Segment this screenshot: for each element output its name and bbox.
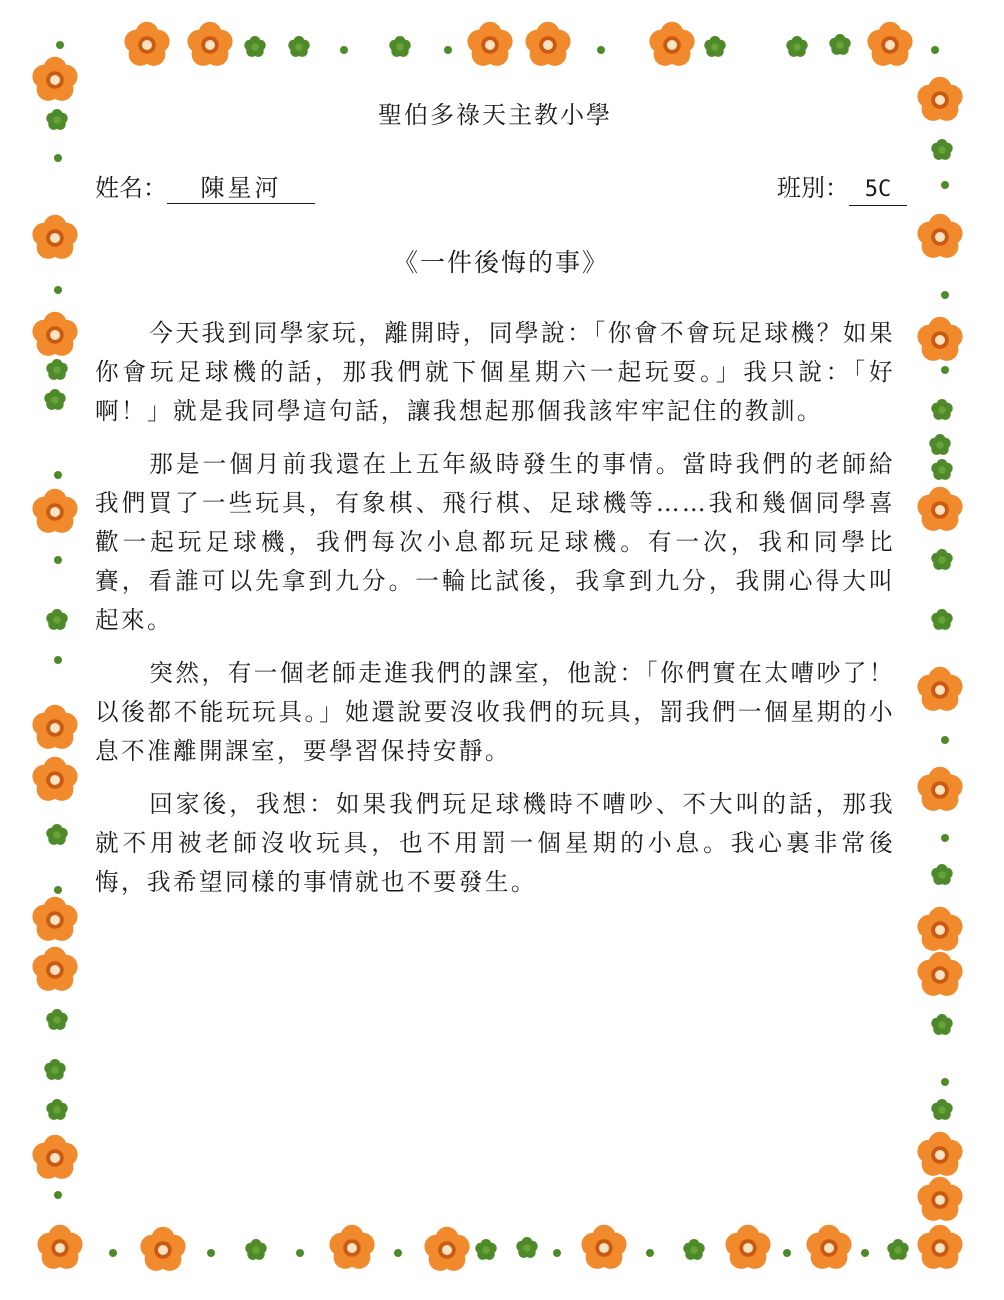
green-dot-icon	[941, 366, 949, 374]
class-group	[777, 168, 907, 206]
orange-flower-icon	[917, 907, 962, 951]
green-flower-icon	[931, 609, 952, 630]
green-flower-icon	[44, 1059, 65, 1080]
orange-flower-icon	[187, 22, 232, 66]
green-dot-icon	[54, 656, 62, 664]
green-dot-icon	[54, 154, 62, 162]
green-dot-icon	[941, 736, 949, 744]
green-flower-icon	[929, 434, 950, 455]
green-flower-icon	[931, 459, 952, 480]
green-dot-icon	[597, 46, 605, 54]
orange-flower-icon	[32, 947, 77, 991]
orange-flower-icon	[917, 1225, 962, 1269]
orange-flower-icon	[917, 1132, 962, 1176]
orange-flower-icon	[917, 214, 962, 258]
green-dot-icon	[941, 181, 949, 189]
orange-flower-icon	[32, 312, 77, 356]
green-flower-icon	[786, 36, 807, 57]
orange-flower-icon	[32, 705, 77, 749]
essay-paragraph-3: 突然，有一個老師走進我們的課室，他說：「你們實在太嘈吵了！以後都不能玩玩具。」她還說要沒收我們的玩具，罰我們一個星期的小息不准離開課室，要學習保持安靜。	[95, 659, 895, 765]
green-dot-icon	[54, 556, 62, 564]
orange-flower-icon	[32, 757, 77, 801]
name-field: 陳星河	[167, 173, 315, 204]
green-dot-icon	[941, 1078, 949, 1086]
essay-paragraph-2: 那是一個月前我還在上五年級時發生的事情。當時我們的老師給我們買了一些玩具，有象棋、飛行棋、足球機等……我和幾個同學喜歡一起玩足球機，我們每次小息都玩足球機。有一次，我和同學比賽，看誰可以先拿到九分。一輪比試後，我拿到九分，我開心得大叫起來。	[95, 450, 895, 634]
green-flower-icon	[475, 1239, 496, 1260]
essay-paragraph-1: 今天我到同學家玩，離開時，同學說：「你會不會玩足球機？如果你會玩足球機的話，那我們就下個星期六一起玩耍。」我只說：「好啊！」就是我同學這句話，讓我想起那個我該牢牢記住的教訓。	[95, 319, 895, 425]
green-flower-icon	[829, 34, 850, 55]
green-dot-icon	[861, 1249, 869, 1257]
orange-flower-icon	[140, 1227, 185, 1271]
orange-flower-icon	[917, 1177, 962, 1221]
school-name: 聖伯多祿天主教小學	[378, 101, 612, 129]
orange-flower-icon	[917, 487, 962, 531]
green-flower-icon	[931, 549, 952, 570]
green-flower-icon	[46, 1009, 67, 1030]
orange-flower-icon	[424, 1227, 469, 1271]
green-dot-icon	[109, 1249, 117, 1257]
green-dot-icon	[394, 1249, 402, 1257]
green-flower-icon	[245, 1239, 266, 1260]
orange-flower-icon	[32, 897, 77, 941]
green-flower-icon	[288, 36, 309, 57]
green-flower-icon	[46, 824, 67, 845]
green-dot-icon	[783, 1249, 791, 1257]
green-flower-icon	[931, 1099, 952, 1120]
orange-flower-icon	[917, 77, 962, 121]
name-label: 姓名：	[95, 174, 167, 202]
orange-flower-icon	[806, 1225, 851, 1269]
class-label: 班別：	[777, 174, 849, 202]
green-dot-icon	[54, 886, 62, 894]
green-dot-icon	[207, 1249, 215, 1257]
green-dot-icon	[54, 286, 62, 294]
orange-flower-icon	[467, 22, 512, 66]
green-dot-icon	[941, 834, 949, 842]
green-flower-icon	[244, 36, 265, 57]
orange-flower-icon	[32, 1135, 77, 1179]
orange-flower-icon	[32, 215, 77, 259]
orange-flower-icon	[581, 1225, 626, 1269]
essay-body	[95, 314, 895, 916]
green-dot-icon	[340, 46, 348, 54]
green-flower-icon	[46, 109, 67, 130]
orange-flower-icon	[917, 952, 962, 996]
green-dot-icon	[646, 1249, 654, 1257]
green-dot-icon	[941, 291, 949, 299]
orange-flower-icon	[32, 489, 77, 533]
green-dot-icon	[444, 46, 452, 54]
orange-flower-icon	[917, 667, 962, 711]
name-group	[95, 168, 315, 204]
green-flower-icon	[704, 36, 725, 57]
green-dot-icon	[54, 471, 62, 479]
green-flower-icon	[44, 389, 65, 410]
essay-title: 《一件後悔的事》	[392, 248, 609, 277]
green-flower-icon	[46, 359, 67, 380]
green-flower-icon	[389, 36, 410, 57]
orange-flower-icon	[917, 317, 962, 361]
green-flower-icon	[516, 1237, 537, 1258]
orange-flower-icon	[649, 22, 694, 66]
green-flower-icon	[931, 1014, 952, 1035]
orange-flower-icon	[329, 1225, 374, 1269]
green-flower-icon	[887, 1239, 908, 1260]
student-info-row	[95, 168, 907, 204]
green-dot-icon	[56, 41, 64, 49]
green-flower-icon	[683, 1239, 704, 1260]
green-dot-icon	[931, 46, 939, 54]
orange-flower-icon	[37, 1225, 82, 1269]
orange-flower-icon	[917, 767, 962, 811]
green-dot-icon	[553, 1249, 561, 1257]
green-flower-icon	[931, 139, 952, 160]
green-dot-icon	[54, 1191, 62, 1199]
orange-flower-icon	[725, 1225, 770, 1269]
orange-flower-icon	[124, 22, 169, 66]
class-field: 5C	[849, 175, 907, 206]
orange-flower-icon	[867, 22, 912, 66]
essay-paragraph-4: 回家後，我想：如果我們玩足球機時不嘈吵、不大叫的話，那我就不用被老師沒收玩具，也不用罰一個星期的小息。我心裏非常後悔，我希望同樣的事情就也不要發生。	[95, 790, 895, 896]
green-flower-icon	[46, 609, 67, 630]
orange-flower-icon	[32, 57, 77, 101]
orange-flower-icon	[525, 22, 570, 66]
green-flower-icon	[931, 864, 952, 885]
green-flower-icon	[931, 399, 952, 420]
green-flower-icon	[46, 1099, 67, 1120]
green-dot-icon	[296, 1249, 304, 1257]
